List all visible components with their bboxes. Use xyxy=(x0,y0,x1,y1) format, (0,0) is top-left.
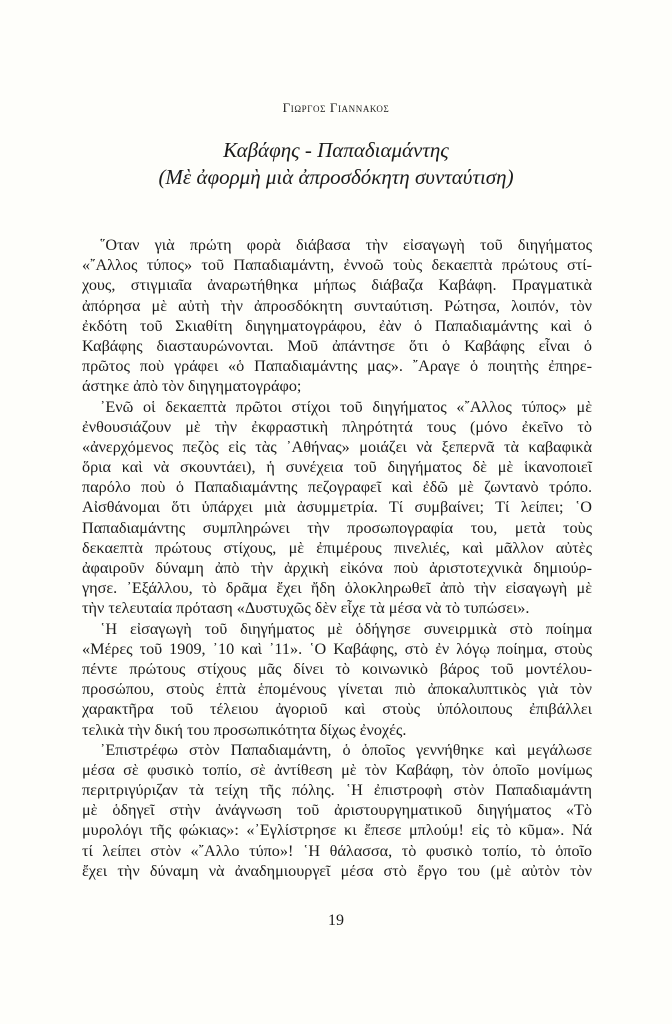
text-line: ἐνθουσιάζουν μὲ τὴν ἐκφραστικὴ πληρότητά τους (μόνο ἐκεῖνο τὸ xyxy=(82,417,592,436)
text-line: τελικὰ τὴν δική του προσωπικότητα δίχως ἐνοχές. xyxy=(82,720,407,739)
text-line: μέσα σὲ φυσικὸ τοπίο, σὲ ἀντίθεση μὲ τὸν Καβάφη, τὸν ὁποῖο μονίμως xyxy=(82,760,592,779)
title-main: Καβάφης - Παπαδιαμάντης xyxy=(223,138,449,162)
text-line: πέντε πρώτους στίχους μᾶς δίνει τὸ κοινωνικὸ βάρος τοῦ μοντέλου- xyxy=(82,659,592,678)
text-line: Αἰσθάνομαι ὅτι ὑπάρχει μιὰ ἀσυμμετρία. Τί συμβαίνει; Τί λείπει; ῾Ο xyxy=(82,498,592,517)
text-line: «῎Αλλος τύπος» τοῦ Παπαδιαμάντη, ἐννοῶ τοὺς δεκαεπτὰ πρώτους στί- xyxy=(82,256,592,275)
text-line: δεκαεπτὰ πρώτους στίχους, μὲ ἐπιμέρους πινελιές, καὶ μᾶλλον αὐτὲς xyxy=(82,538,592,557)
text-line: περιτριγύριζαν τὰ τείχη τῆς πόλης. ῾Η ἐπιστροφὴ στὸν Παπαδιαμάντη xyxy=(82,781,592,800)
text-line: μυρολόγι τῆς φώκιας»: «᾿Εγλίστρησε κι ἔπεσε μπλούμ! εἰς τὸ κῦμα». Νά xyxy=(82,821,592,840)
title-subtitle: (Μὲ ἀφορμὴ μιὰ ἀπροσδόκητη συνταύτιση) xyxy=(158,165,514,189)
text-line: ἔχει τὴν δύναμη νὰ ἀναδημιουργεῖ μέσα στὸ ἔργο του (μὲ αὐτὸν τὸν xyxy=(82,861,592,880)
text-line: ᾿Ενῶ οἱ δεκαεπτὰ πρῶτοι στίχοι τοῦ διηγήματος «῎Αλλος τύπος» μὲ xyxy=(100,397,592,416)
text-line: γησε. ᾿Εξάλλου, τὸ δρᾶμα ἔχει ἤδη ὁλοκληρωθεῖ ἀπὸ τὴν εἰσαγωγὴ μὲ xyxy=(82,579,592,598)
text-line: ᾿Επιστρέφω στὸν Παπαδιαμάντη, ὁ ὁποῖος γεννήθηκε καὶ μεγάλωσε xyxy=(100,740,592,759)
body-text xyxy=(82,235,592,881)
text-line: πρῶτος ποὺ γράφει «ὁ Παπαδιαμάντης μας». ῎Αραγε ὁ ποιητὴς ἐπηρε- xyxy=(82,357,592,376)
text-line: ἐκδότη τοῦ Σκιαθίτη διηγηματογράφου, ἐὰν ὁ Παπαδιαμάντης καὶ ὁ xyxy=(82,316,592,335)
text-line: ῞Οταν γιὰ πρώτη φορὰ διάβασα τὴν εἰσαγωγὴ τοῦ διηγήματος xyxy=(100,236,592,254)
running-head-author: Γιωργος Γιαννακος xyxy=(282,100,390,115)
text-line: άστηκε ἀπὸ τὸν διηγηματογράφο; xyxy=(82,377,302,396)
text-line: χαρακτῆρα τοῦ τέλειου ἀγοριοῦ καὶ στοὺς ὑπόλοιπους ἐπιβάλλει xyxy=(82,700,592,719)
text-line: χους, στιγμιαῖα ἀναρωτήθηκα μήπως διάβαζα Καβάφη. Πραγματικὰ xyxy=(82,276,592,295)
text-line: ἀπόρησα μὲ αὐτὴ τὴν ἀπροσδόκητη συνταύτιση. Ρώτησα, λοιπόν, τὸν xyxy=(82,296,592,315)
text-line: ἀφαιροῦν δύναμη ἀπὸ τὴν ἀρχικὴ εἰκόνα ποὺ ἀριστοτεχνικὰ δημιούρ- xyxy=(82,559,592,577)
page-number: 19 xyxy=(328,912,344,929)
text-line: μὲ ὁδηγεῖ στὴν ἀνάγνωση τοῦ ἀριστουργηματικοῦ διηγήματος «Τὸ xyxy=(82,801,592,820)
text-line: ῾Η εἰσαγωγὴ τοῦ διηγήματος μὲ ὁδήγησε συνειρμικὰ στὸ ποίημα xyxy=(100,619,592,638)
text-line: παρόλο ποὺ ὁ Παπαδιαμάντης πεζογραφεῖ καὶ ἐδῶ μὲ ζωντανὸ τρόπο. xyxy=(82,478,592,497)
text-line: Καβάφης διασταυρώνονται. Μοῦ ἀπάντησε ὅτι ὁ Καβάφης εἶναι ὁ xyxy=(82,336,592,355)
text-line: τὴν τελευταία πρόταση «Δυστυχῶς δὲν εἶχε τὰ μέσα νὰ τὸ τυπώσει». xyxy=(82,599,530,618)
essay-title xyxy=(0,137,672,191)
text-line: «Μέρες τοῦ 1909, ᾿10 καὶ ᾿11». ῾Ο Καβάφης, στὸ ἐν λόγῳ ποίημα, στοὺς xyxy=(82,639,592,658)
text-line: τί λείπει στὸν «῎Αλλο τύπο»! ῾Η θάλασσα, τὸ φυσικὸ τοπίο, τὸ ὁποῖο xyxy=(82,841,592,860)
text-line: ὅρια καὶ νὰ σκουντάει), ἡ συνέχεια τοῦ διηγήματος δὲ μὲ ἱκανοποιεῖ xyxy=(82,458,592,477)
text-line: προσώπου, στοὺς ἑπτὰ ἑπομένους γίνεται πιὸ ἀποκαλυπτικὸς γιὰ τὸν xyxy=(82,680,592,699)
text-line: «ἀνερχόμενος πεζὸς εἰς τὰς ᾿Αθήνας» μοιάζει νὰ ξεπερνᾶ τὰ καβαφικὰ xyxy=(82,437,592,456)
text-line: Παπαδιαμάντης συμπληρώνει τὴν προσωπογραφία του, μετὰ τοὺς xyxy=(82,518,592,537)
